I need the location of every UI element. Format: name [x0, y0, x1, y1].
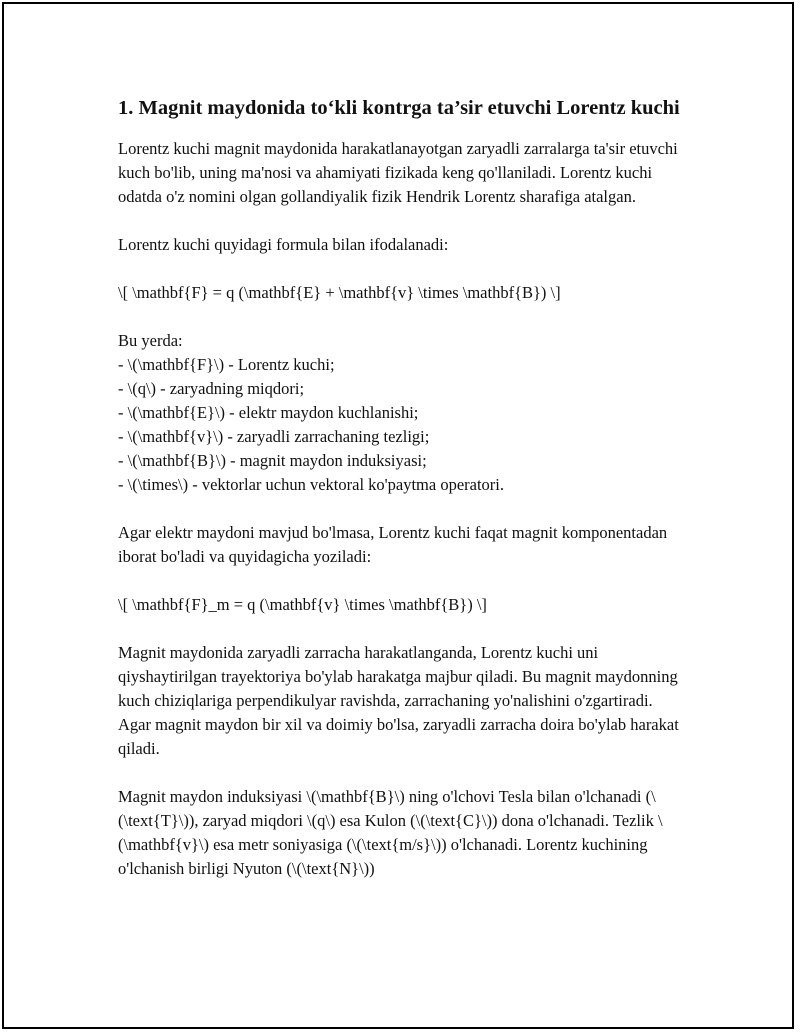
document-body: [118, 94, 688, 881]
lorentz-formula: \[ \mathbf{F} = q (\mathbf{E} + \mathbf{v} \times \mathbf{B}) \]: [118, 283, 561, 302]
definition-item: - \(\times\) - vektorlar uchun vektoral ko'paytma operatori.: [118, 475, 505, 494]
intro-paragraph: Lorentz kuchi magnit maydonida harakatlanayotgan zaryadli zarralarga ta'sir etuvchi kuch bo'lib, uning ma'nosi va ahamiyati fizikada keng qo'llaniladi. Lorentz kuchi odatda o'z nomini olgan gollandiyalik fizik Hendrik Lorentz sharafiga atalgan.: [118, 139, 678, 206]
definition-item: - \(\mathbf{v}\) - zaryadli zarrachaning tezligi;: [118, 427, 430, 446]
definition-item: - \(\mathbf{E}\) - elektr maydon kuchlanishi;: [118, 403, 419, 422]
definition-item: - \(\mathbf{F}\) - Lorentz kuchi;: [118, 355, 335, 374]
section-heading: 1. Magnit maydonida to‘kli kontrga ta’sir etuvchi Lorentz kuchi: [118, 97, 680, 119]
magnetic-force-formula: \[ \mathbf{F}_m = q (\mathbf{v} \times \mathbf{B}) \]: [118, 595, 487, 614]
definition-item: - \(\mathbf{B}\) - magnit maydon induksiyasi;: [118, 451, 427, 470]
units-paragraph: Magnit maydon induksiyasi \(\mathbf{B}\) ning o'lchovi Tesla bilan o'lchanadi (\(\text{T}\)), zaryad miqdori \(q\) esa Kulon (\(\text{C}\)) dona o'lchanadi. Tezlik \(\mathbf{v}\) esa metr soniyasiga (\(\text{m/s}\)) o'lchanadi. Lorentz kuchining o'lchanish birligi Nyuton (\(\text{N}\)): [118, 787, 663, 878]
definitions-block: [118, 329, 688, 497]
no-electric-field-paragraph: Agar elektr maydoni mavjud bo'lmasa, Lorentz kuchi faqat magnit komponentadan iborat bo'ladi va quyidagicha yoziladi:: [118, 523, 668, 566]
definition-item: - \(q\) - zaryadning miqdori;: [118, 379, 305, 398]
motion-paragraph: Magnit maydonida zaryadli zarracha harakatlanganda, Lorentz kuchi uni qiyshaytirilgan trayektoriya bo'ylab harakatga majbur qiladi. Bu magnit maydonning kuch chiziqlariga perpendikulyar ravishda, zarrachaning yo'nalishini o'zgartiradi. Agar magnit maydon bir xil va doimiy bo'lsa, zaryadli zarracha doira bo'ylab harakat qiladi.: [118, 643, 679, 758]
definitions-label: Bu yerda:: [118, 331, 183, 350]
formula-intro-paragraph: Lorentz kuchi quyidagi formula bilan ifodalanadi:: [118, 235, 449, 254]
